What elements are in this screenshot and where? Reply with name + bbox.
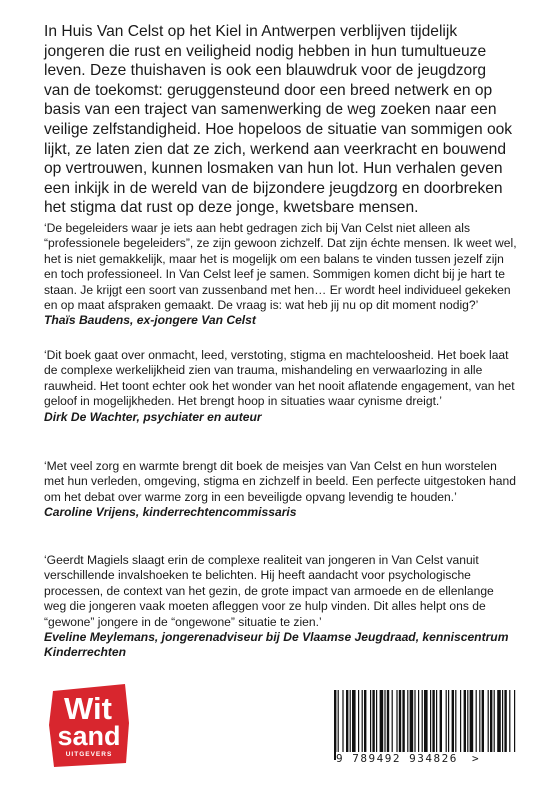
quote-block-4 [44, 553, 519, 661]
logo-word-1: Wit [64, 691, 112, 726]
logo-word-2: sand [57, 721, 121, 751]
quote-author: Thaïs Baudens, ex-jongere Van Celst [44, 313, 256, 328]
back-cover-blurb: In Huis Van Celst op het Kiel in Antwerpen verblijven tijdelijk jongeren die rust en veiligheid nodig hebben in hun tumultueuze leven. Deze thuishaven is ook een blauwdruk voor de jeugdzorg van de toekomst: geruggensteund door een breed netwerk en op basis van een traject van samenwerking de weg zoeken naar een veilige zelfstandigheid. Hoe hopeloos de situatie van sommigen ook lijkt, ze laten zien dat ze zich, werkend aan veerkracht en bouwend op vertrouwen, kunnen losmaken van hun lot. Hun verhalen geven een inkijk in de wereld van de bijzondere jeugdzorg en doorbreken het stigma dat rust op deze jonge, kwetsbare mensen. [44, 23, 513, 217]
quote-text: ‘Dit boek gaat over onmacht, leed, verstoting, stigma en machteloosheid. Het boek laat de complexe werkelijkheid zien van trauma, mishandeling en verwaarlozing in alle rauwheid. Het toont echter ook het wonder van het nooit aflatende engagement, van het geloof in mogelijkheden. Het brengt hoop in situaties waar cynisme dreigt.’ [44, 348, 515, 409]
isbn-digits: 9 789492 934826 [336, 752, 458, 765]
logo-word-3: UITGEVERS [65, 751, 113, 758]
isbn-suffix: > [471, 752, 481, 765]
quote-block-2 [44, 348, 519, 425]
quote-block-1 [44, 221, 519, 329]
quote-author: Eveline Meylemans, jongerenadviseur bij De Vlaamse Jeugdraad, kenniscentrum Kinderrechten [44, 630, 509, 660]
quote-author: Caroline Vrijens, kinderrechtencommissaris [44, 505, 297, 520]
isbn-number [336, 752, 528, 766]
quote-text: ‘Geerdt Magiels slaagt erin de complexe realiteit van jongeren in Van Celst vanuit verschillende invalshoeken te belichten. Hij heeft aandacht voor psychologische processen, de context van het gezin, de grote impact van armoede en de ellenlange weg die jongeren vaak moeten afleggen voor ze hulp vinden. Dit alles helpt ons de “gewone” jongere in de “ongewone” situatie te zien.’ [44, 553, 494, 629]
quote-block-3 [44, 459, 519, 521]
quote-text: ‘De begeleiders waar je iets aan hebt gedragen zich bij Van Celst niet alleen als “professionele begeleiders”, ze zijn gewoon zichzelf. Dat zijn échte mensen. Ik weet wel, het is niet gemakkelijk, maar het is mogelijk om een balans te vinden tussen jezelf zijn en toch professioneel. In Van Celst leef je samen. Sommigen komen dicht bij je hart te staan. Je krijgt een soort van zussenband met hen… Er wordt heel individueel gekeken en op maat afspraken gemaakt. De vraag is: wat heb jij nu op dit moment nodig?’ [44, 221, 517, 313]
quote-text: ‘Met veel zorg en warmte brengt dit boek de meisjes van Van Celst en hun worstelen met hun verleden, omgeving, stigma en zichzelf in beeld. Een perfecte uitgestoken hand om het debat over warme zorg in een beveiligde opvang levendig te houden.’ [44, 459, 516, 504]
witsand-logo [46, 681, 132, 769]
quote-author: Dirk De Wachter, psychiater en auteur [44, 409, 262, 424]
